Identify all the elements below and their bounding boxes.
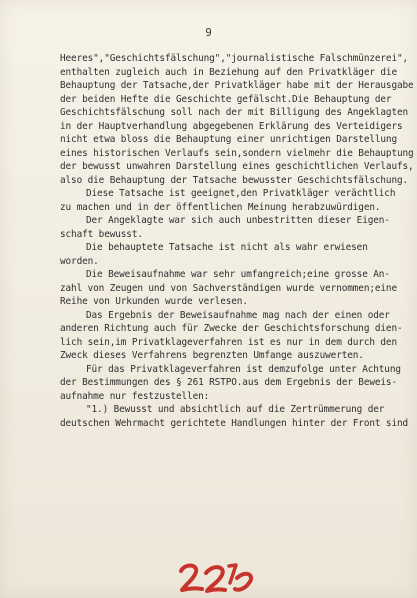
page-number: 9 xyxy=(205,26,212,39)
text-line: zahl von Zeugen und von Sachverständigen wurde vernommen;eine xyxy=(60,282,397,294)
text-line: der Bestimmungen des § 261 RSTPO.aus dem Ergebnis der Beweis- xyxy=(60,377,397,388)
text-line: Diese Tatsache ist geeignet,den Privatkläger verächtlich xyxy=(86,188,396,199)
text-line: zu machen und in der öffentlichen Meinung herabzuwürdigen. xyxy=(60,201,381,213)
text-line: enthalten zugleich auch in Beziehung auf den Privatkläger die xyxy=(60,66,397,78)
text-line: Das Ergebnis der Beweisaufnahme mag nach der einen oder xyxy=(86,309,390,321)
text-line: schaft bewusst. xyxy=(60,228,143,240)
text-line: aufnahme nur festzustellen: xyxy=(60,390,210,402)
text-line: Der Angeklagte war sich auch unbestritten dieser Eigen- xyxy=(86,215,390,226)
text-line: Zweck dieses Verfahrens begrenzten Umfange auszuwerten. xyxy=(60,350,364,361)
text-line: Reihe von Urkunden wurde verlesen. xyxy=(60,296,248,307)
text-line: deutschen Wehrmacht gerichtete Handlungen hinter der Front sind xyxy=(60,417,409,429)
document-body-text xyxy=(60,52,412,430)
text-line: nicht etwa bloss die Behauptung einer unrichtigen Darstellung xyxy=(60,134,397,145)
text-line: der bewusst unwahren Darstellung eines geschichtlichen Verlaufs, xyxy=(60,161,414,172)
text-line: worden. xyxy=(60,255,99,267)
text-line: in der Hauptverhandlung abgegebenen Erklärung des Verteidigers xyxy=(60,120,403,132)
text-line: eines historischen Verlaufs sein,sondern vielmehr die Behauptung xyxy=(60,147,414,159)
text-line: Die Beweisaufnahme war sehr umfangreich;eine grosse An- xyxy=(86,269,390,280)
handwritten-red-mark-icon xyxy=(178,562,260,596)
text-line: der beiden Hefte die Geschichte gefälscht.Die Behauptung der xyxy=(60,93,392,105)
text-line: anderen Richtung auch für Zwecke der Geschichtsforschung dien- xyxy=(60,323,403,334)
text-line: Für das Privatklageverfahren ist demzufolge unter Achtung xyxy=(86,363,401,375)
text-line: Heeres","Geschichtsfälschung","journalistische Falschmünzerei", xyxy=(60,53,409,64)
text-line: also die Behauptung der Tatsache bewusster Geschichtsfälschung. xyxy=(60,174,409,186)
text-line: Die behauptete Tatsache ist nicht als wahr erwiesen xyxy=(86,242,368,253)
text-line: Geschichtsfälschung soll nach der mit Billigung des Angeklagten xyxy=(60,107,409,118)
text-line: Behauptung der Tatsache,der Privatkläger habe mit der Herausgabe xyxy=(60,80,414,91)
text-line: lich sein,im Privatklageverfahren ist es nur in dem durch den xyxy=(60,336,397,348)
text-line: "1.) Bewusst und absichtlich auf die Zertrümmerung der xyxy=(86,404,385,415)
